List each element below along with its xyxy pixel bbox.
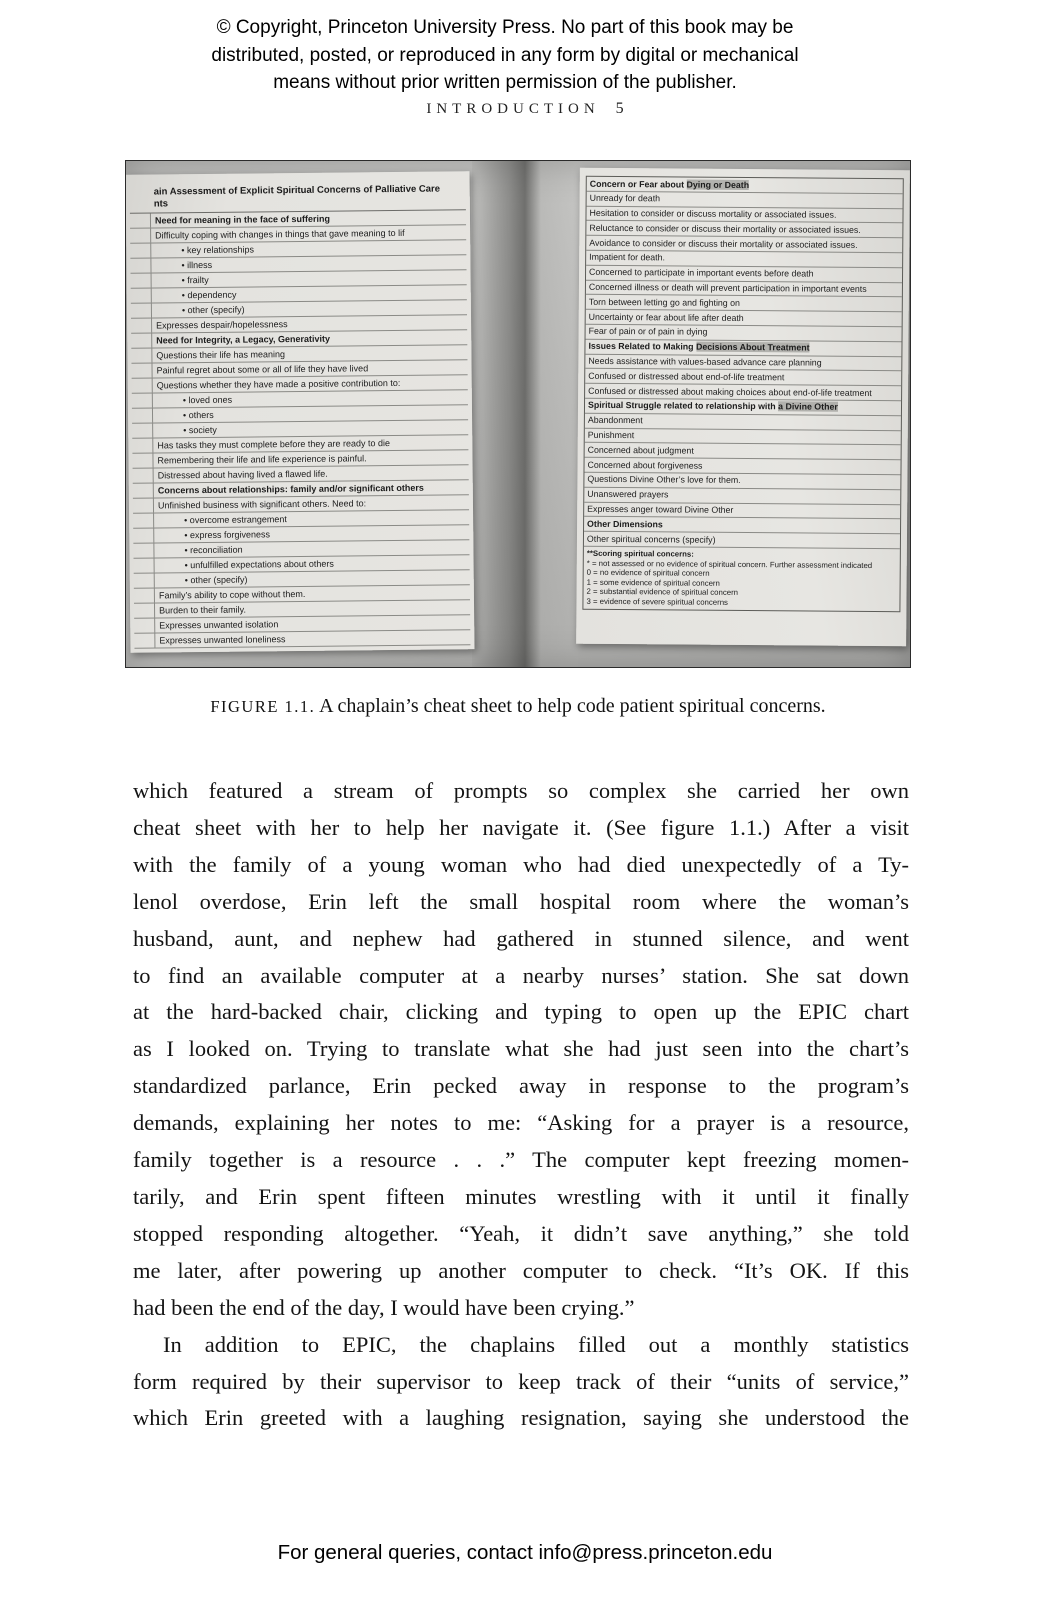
body-text-line: me later, after powering up another computer to check. “It’s OK. If this	[133, 1257, 909, 1283]
scoring-legend	[583, 547, 899, 612]
running-head	[0, 100, 1050, 118]
highlight-mark: Dying or Death	[686, 179, 750, 190]
body-text-line: form required by their supervisor to keep track of their “units of service,”	[133, 1368, 909, 1394]
checklist-row: Hesitation to consider or discuss mortality or associated issues.	[586, 206, 902, 223]
body-text-line: which featured a stream of prompts so complex she carried her own	[133, 778, 909, 803]
cheat-sheet-left-page	[126, 171, 475, 653]
binding-shadow	[472, 161, 578, 667]
score-gutter-cell	[133, 484, 154, 498]
checklist-row-label: • reconciliation	[184, 544, 243, 555]
score-gutter-cell	[134, 604, 155, 618]
figure-caption-text: A chaplain’s cheat sheet to help code patient spiritual concerns.	[315, 695, 826, 717]
checklist-row-label: • loved ones	[182, 394, 233, 405]
checklist-row-label: • frailty	[181, 274, 209, 285]
figure-caption	[0, 695, 1036, 718]
scoring-note: **Scoring spiritual concerns:	[586, 548, 694, 559]
checklist-row-label: • society	[183, 424, 217, 435]
score-gutter-cell	[134, 619, 155, 633]
checklist-row-label: • key relationships	[181, 243, 255, 255]
score-gutter-cell	[131, 364, 152, 378]
checklist-row: Other Dimensions	[584, 517, 900, 534]
score-gutter-cell	[134, 589, 155, 603]
checklist-row-label: • dependency	[181, 289, 237, 300]
checklist-row-label: Family’s ability to cope without them.	[158, 588, 306, 600]
body-text-line: family together is a resource . . .” The computer kept freezing momen-	[133, 1147, 909, 1173]
checklist-row: Uncertainty or fear about life after death	[586, 310, 902, 327]
score-gutter-cell	[130, 214, 151, 228]
checklist-row: Avoidance to consider or discuss their mortality or associated issues.	[586, 236, 902, 253]
scoring-note: 3 = evidence of severe spiritual concerns	[586, 596, 729, 607]
body-text-line: stopped responding altogether. “Yeah, it didn’t save anything,” she told	[133, 1220, 909, 1246]
checklist-row: Concerned about judgment	[585, 443, 901, 460]
left-checklist	[130, 210, 471, 648]
left-sheet-title-line: ain Assessment of Explicit Spiritual Concerns of Palliative Care	[153, 183, 441, 198]
body-text-line: to find an available computer at a nearby nurses’ station. She sat down	[133, 962, 909, 988]
body-text-line: standardized parlance, Erin pecked away in response to the program’s	[133, 1073, 909, 1099]
checklist-row-label: Issues Related to Making	[588, 341, 697, 352]
score-gutter-cell	[131, 319, 152, 333]
checklist-row-label: • others	[182, 409, 214, 420]
right-checklist	[582, 176, 903, 613]
copyright-line: means without prior written permission of the publisher.	[273, 72, 737, 93]
checklist-row-label: Distressed about having lived a flawed life.	[157, 468, 328, 480]
checklist-row: Impatient for death.	[586, 251, 902, 268]
score-gutter-cell	[131, 274, 152, 288]
checklist-row-label: Need for Integrity, a Legacy, Generativity	[156, 333, 331, 346]
score-gutter-cell	[134, 559, 155, 573]
checklist-row-label: Expresses unwanted loneliness	[159, 633, 286, 645]
checklist-row-label: • other (specify)	[184, 574, 248, 585]
checklist-row-label: Painful regret about some or all of life they have lived	[156, 362, 369, 375]
checklist-row-label: Expresses despair/hopelessness	[156, 318, 288, 331]
body-text-line: demands, explaining her notes to me: “Asking for a prayer is a resource,	[133, 1110, 909, 1136]
checklist-row-label: Expresses unwanted isolation	[159, 618, 279, 630]
checklist-row-label: Has tasks they must complete before they are ready to die	[157, 437, 391, 450]
scoring-note: * = not assessed or no evidence of spiritual concern. Further assessment indicated	[586, 558, 873, 570]
left-sheet-title-line: nts	[153, 197, 169, 210]
score-gutter-cell	[133, 514, 154, 528]
score-gutter-cell	[132, 424, 153, 438]
score-gutter-cell	[134, 574, 155, 588]
scoring-note: 2 = substantial evidence of spiritual concern	[586, 587, 739, 598]
checklist-row: Other spiritual concerns (specify)	[584, 532, 900, 549]
checklist-row-label: Burden to their family.	[159, 604, 246, 615]
body-text-line: husband, aunt, and nephew had gathered in stunned silence, and went	[133, 925, 909, 951]
scoring-note: 1 = some evidence of spiritual concern	[586, 577, 720, 588]
checklist-row-label: Unfinished business with significant others. Need to:	[157, 497, 367, 510]
score-gutter-cell	[131, 334, 152, 348]
checklist-row: Unanswered prayers	[584, 487, 900, 504]
checklist-row-label: • other (specify)	[181, 304, 245, 315]
scoring-note: 0 = no evidence of spiritual concern	[586, 567, 710, 578]
body-text-line: tarily, and Erin spent fifteen minutes wrestling with it until it finally	[133, 1183, 909, 1209]
page-number: 5	[615, 100, 624, 117]
body-text-line: at the hard-backed chair, clicking and typing to open up the EPIC chart	[133, 999, 909, 1025]
highlight-mark: Decisions About Treatment	[695, 341, 810, 353]
checklist-row-label: Concerns about relationships: family and/or significant others	[157, 482, 424, 495]
checklist-row-label: • illness	[181, 259, 213, 270]
checklist-row: Torn between letting go and fighting on	[586, 295, 902, 312]
score-gutter-cell	[132, 439, 153, 453]
checklist-row: Needs assistance with values-based advance care planning	[585, 354, 901, 371]
right-checklist-rows	[584, 177, 903, 549]
score-gutter-cell	[132, 454, 153, 468]
checklist-row-label: • express forgiveness	[184, 528, 271, 540]
score-gutter-cell	[134, 634, 155, 648]
checklist-row-label: Concern or Fear about	[589, 178, 687, 190]
checklist-row: Expresses anger toward Divine Other	[584, 502, 900, 519]
checklist-row: Abandonment	[585, 414, 901, 431]
score-gutter-cell	[133, 529, 154, 543]
checklist-row	[134, 630, 470, 649]
score-gutter-cell	[132, 379, 153, 393]
figure-image	[125, 160, 911, 668]
body-text-line: In addition to EPIC, the chaplains filled out a monthly statistics	[163, 1331, 909, 1357]
score-gutter-cell	[130, 244, 151, 258]
score-gutter-cell	[133, 499, 154, 513]
score-gutter-cell	[130, 229, 151, 243]
checklist-row: Confused or distressed about end-of-life treatment	[585, 369, 901, 386]
body-text-line: as I looked on. Trying to translate what she had just seen into the chart’s	[133, 1036, 909, 1062]
body-text-line: had been the end of the day, I would have been crying.”	[133, 1294, 635, 1320]
checklist-row: Concerned about forgiveness	[584, 458, 900, 475]
body-text-line: with the family of a young woman who had died unexpectedly of a Ty-	[133, 851, 909, 877]
score-gutter-cell	[131, 289, 152, 303]
left-sheet-title	[130, 181, 466, 214]
score-gutter-cell	[133, 469, 154, 483]
checklist-row-label: Remembering their life and life experience is painful.	[157, 452, 367, 465]
checklist-row-label: Need for meaning in the face of suffering	[154, 213, 331, 226]
checklist-row: Punishment	[585, 428, 901, 445]
body-text	[133, 773, 909, 1437]
body-text-line: cheat sheet with her to help her navigate it. (See figure 1.1.) After a visit	[133, 814, 909, 840]
score-gutter-cell	[131, 349, 152, 363]
checklist-row-label: • unfulfilled expectations about others	[184, 558, 334, 570]
checklist-row-label: Spiritual Struggle related to relationship with	[587, 400, 779, 412]
chapter-title: INTRODUCTION	[426, 101, 600, 117]
cheat-sheet-right-page	[576, 168, 910, 647]
checklist-row: Questions Divine Other’s love for them.	[584, 473, 900, 490]
score-gutter-cell	[132, 409, 153, 423]
checklist-row: Concerned to participate in important events before death	[586, 266, 902, 283]
figure-caption-label: FIGURE 1.1.	[210, 697, 316, 716]
copyright-line: distributed, posted, or reproduced in any form by digital or mechanical	[211, 44, 799, 66]
checklist-row-label: Difficulty coping with changes in things that gave meaning to lif	[155, 227, 405, 241]
checklist-row-label: Questions their life has meaning	[156, 348, 286, 361]
checklist-row-label: • overcome estrangement	[184, 513, 287, 525]
score-gutter-cell	[132, 394, 153, 408]
checklist-row: Reluctance to consider or discuss their mortality or associated issues.	[586, 221, 902, 238]
checklist-row: Unready for death	[587, 192, 903, 209]
score-gutter-cell	[130, 259, 151, 273]
highlight-mark: a Divine Other	[778, 401, 838, 413]
checklist-row: Concerned illness or death will prevent participation in important events	[586, 280, 902, 297]
checklist-row-label: Questions whether they have made a positive contribution to:	[156, 377, 401, 390]
checklist-row: Fear of pain or of pain in dying	[586, 325, 902, 342]
score-gutter-cell	[131, 304, 152, 318]
body-text-line: lenol overdose, Erin left the small hospital room where the woman’s	[133, 888, 909, 914]
score-gutter-cell	[133, 544, 154, 558]
footer-queries-line: For general queries, contact info@press.princeton.edu	[277, 1541, 773, 1564]
copyright-line: © Copyright, Princeton University Press. No part of this book may be	[216, 17, 794, 38]
checklist-row: Confused or distressed about making choices about end-of-life treatment	[585, 384, 901, 401]
body-text-line: which Erin greeted with a laughing resignation, saying she understood the	[133, 1405, 909, 1431]
copyright-notice	[0, 14, 1010, 97]
